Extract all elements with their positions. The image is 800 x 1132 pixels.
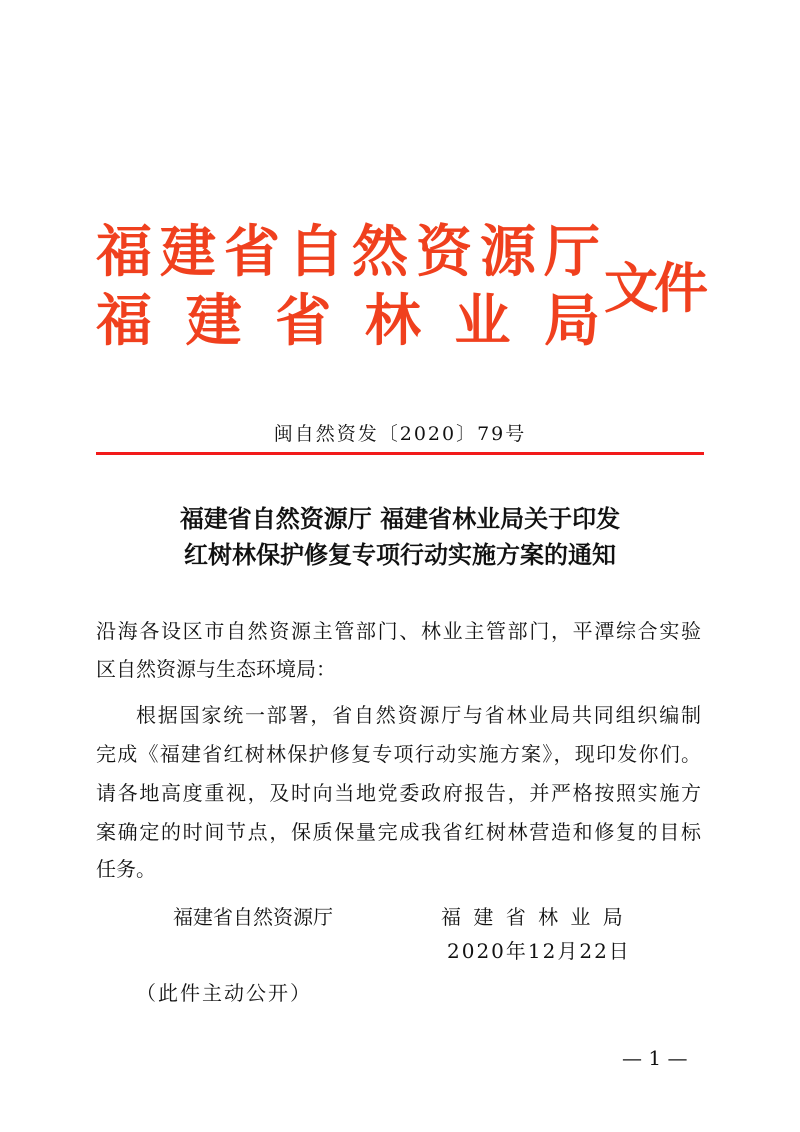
document-number: 闽自然资发〔2020〕79号 [273,423,527,445]
paragraph-line-3: 请各地高度重视，及时向当地党委政府报告，并严格按照实施方 [96,781,701,805]
paragraph-line-1: 根据国家统一部署，省自然资源厅与省林业局共同组织编制 [136,703,701,727]
red-divider [96,452,704,455]
paragraph-line-2: 完成《福建省红树林保护修复专项行动实施方案》，现印发你们。 [96,742,701,766]
issuer-line-2 [96,288,634,354]
title-line-2: 红树林保护修复专项行动实施方案的通知 [184,540,616,569]
paragraph-line-5: 任务。 [96,857,156,881]
title-line-1: 福建省自然资源厅 福建省林业局关于印发 [179,504,621,533]
signature-forestry-bureau: 福 建 省 林 业 局 [441,905,626,929]
disclosure-note: （此件主动公开） [136,981,312,1005]
paragraph-line-4: 案确定的时间节点，保质保量完成我省红树林营造和修复的目标 [96,820,701,844]
addressee-line-1: 沿海各设区市自然资源主管部门、林业主管部门，平潭综合实验 [96,619,701,643]
issuer-line-2-text: 福建省林业局 [96,288,634,354]
issuer-line-1: 福建省自然资源厅 [96,219,600,285]
addressee-line-2: 区自然资源与生态环境局： [96,657,336,681]
signature-natural-resources: 福建省自然资源厅 [173,905,333,929]
page-number: — 1 — [622,1046,688,1070]
document-suffix: 文件 [604,256,704,320]
issue-date: 2020年12月22日 [447,939,631,963]
